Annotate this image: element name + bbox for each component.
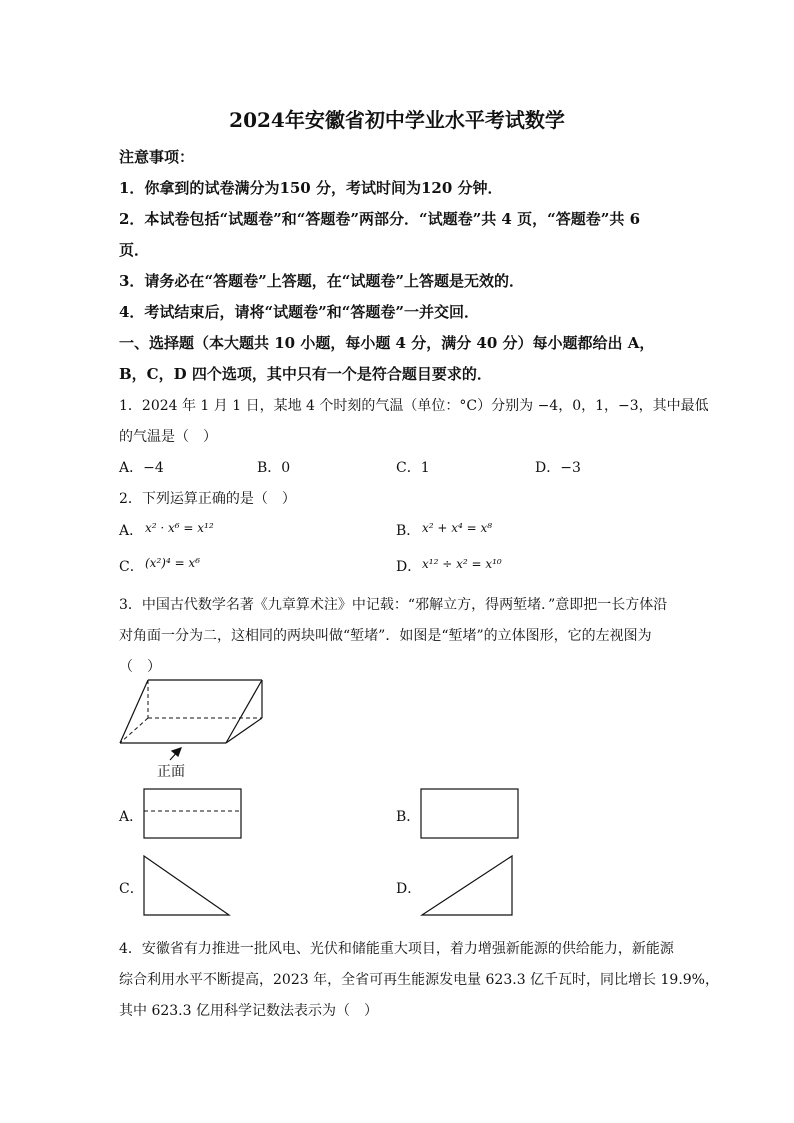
q3-stem-cont: 对角面一分为二，这相同的两块叫做“堑堵”．如图是“堑堵”的立体图形，它的左视图为: [119, 628, 652, 644]
q2-option-a-expr: x² · x⁶ = x¹²: [145, 521, 214, 535]
q2-option-c-expr: (x²)⁴ = x⁶: [145, 556, 201, 570]
q1-stem: 1．2024 年 1 月 1 日，某地 4 个时刻的气温（单位：°C）分别为 −4，0，1，−3，其中最低: [119, 398, 709, 414]
q3-stem-paren: （ ）: [119, 659, 161, 675]
q3-option-d-figure: [420, 855, 515, 917]
q2-option-b-label: B．: [396, 523, 421, 539]
notice-item-1: 1．你拿到的试卷满分为150 分，考试时间为120 分钟．: [119, 179, 503, 197]
page-title: 2024年安徽省初中学业水平考试数学: [229, 108, 565, 132]
q2-option-b-expr: x² + x⁴ = x⁸: [422, 521, 493, 535]
front-view-label: 正面: [157, 764, 185, 780]
q3-option-c-label: C．: [119, 881, 144, 897]
notice-item-3: 3．请务必在“答题卷”上答题，在“试题卷”上答题是无效的．: [119, 272, 524, 290]
q2-option-d-expr: x¹² ÷ x² = x¹⁰: [422, 557, 502, 571]
notice-item-4: 4．考试结束后，请将“试题卷”和“答题卷”一并交回．: [119, 303, 479, 321]
notice-item-2-cont: 页．: [119, 241, 150, 259]
q2-stem: 2．下列运算正确的是（ ）: [119, 491, 296, 507]
section-1-heading: 一、选择题（本大题共 10 小题，每小题 4 分，满分 40 分）每小题都给出 A，: [119, 334, 655, 352]
q3-option-b-figure: [420, 788, 520, 840]
q3-option-b-label: B．: [396, 809, 421, 825]
q3-stem: 3．中国古代数学名著《九章算术注》中记载：“邪解立方，得两堑堵．”意即把一长方体沿: [119, 597, 668, 613]
q1-option-d: D．−3: [535, 460, 581, 476]
section-1-heading-cont: B，C，D 四个选项，其中只有一个是符合题目要求的．: [119, 365, 492, 383]
q2-option-d-label: D．: [396, 559, 422, 575]
q1-option-c: C．1: [396, 460, 430, 476]
q3-option-c-figure: [143, 855, 233, 917]
q4-stem-cont: 综合利用水平不断提高，2023 年，全省可再生能源发电量 623.3 亿千瓦时，同比增长 19.9%，: [119, 972, 719, 988]
q3-option-a-label: A．: [119, 809, 144, 825]
q1-stem-cont: 的气温是（ ）: [119, 429, 217, 445]
notice-item-2: 2．本试卷包括“试题卷”和“答题卷”两部分．“试题卷”共 4 页，“答题卷”共 6: [119, 210, 641, 228]
q4-stem-paren: 其中 623.3 亿用科学记数法表示为（ ）: [119, 1003, 378, 1019]
q1-option-b: B．0: [257, 460, 291, 476]
q1-option-a: A．−4: [119, 460, 164, 476]
q4-stem: 4．安徽省有力推进一批风电、光伏和储能重大项目，着力增强新能源的供给能力，新能源: [119, 941, 674, 957]
q2-option-c-label: C．: [119, 559, 144, 575]
q3-option-a-figure: [143, 788, 243, 840]
q2-option-a-label: A．: [119, 523, 144, 539]
notice-heading: 注意事项：: [119, 148, 195, 166]
q3-option-d-label: D．: [396, 881, 422, 897]
